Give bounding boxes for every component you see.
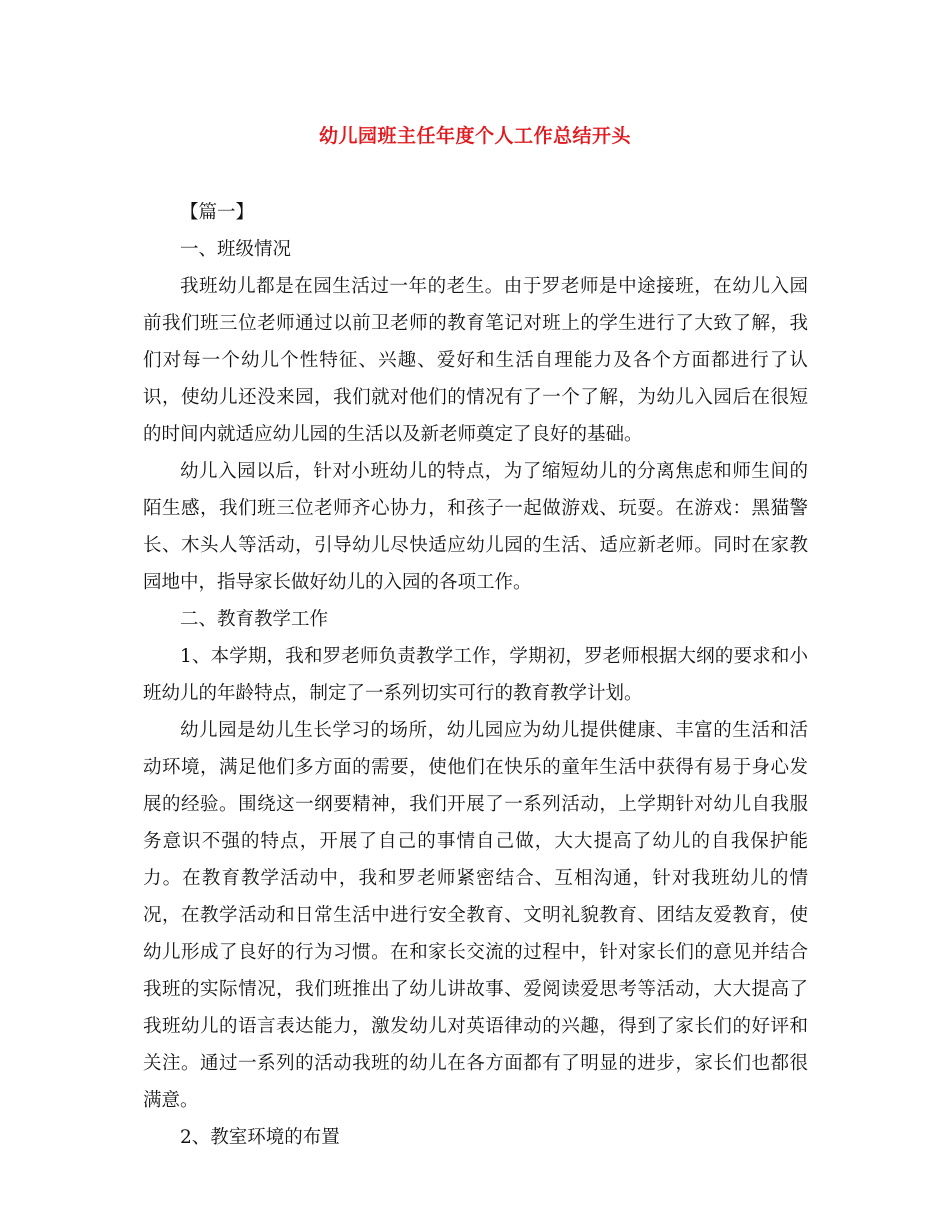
section-heading-teaching-work: 二、教育教学工作 [180, 609, 329, 630]
paragraph-entry-adaptation: 幼儿入园以后，针对小班幼儿的特点，为了缩短幼儿的分离焦虑和师生间的陌生感，我们班三位老师齐心协力，和孩子一起做游戏、玩耍。在游戏：黑猫警长、木头人等活动，引导幼儿尽快适应幼儿园的生活、适应新老师。同时在家教园地中，指导家长做好幼儿的入园的各项工作。 [143, 461, 808, 593]
section-heading-classroom-environment: 2、教室环境的布置 [180, 1127, 340, 1148]
paragraph-teaching-activities: 幼儿园是幼儿生长学习的场所，幼儿园应为幼儿提供健康、丰富的生活和活动环境，满足他们多方面的需要，使他们在快乐的童年生活中获得有易于身心发展的经验。围绕这一纲要精神，我们开展了一系列活动，上学期针对幼儿自我服务意识不强的特点，开展了自己的事情自己做，大大提高了幼儿的自我保护能力。在教育教学活动中，我和罗老师紧密结合、互相沟通，针对我班幼儿的情况，在教学活动和日常生活中进行安全教育、文明礼貌教育、团结友爱教育，使幼儿形成了良好的行为习惯。在和家长交流的过程中，针对家长们的意见并结合我班的实际情况，我们班推出了幼儿讲故事、爱阅读爱思考等活动，大大提高了我班幼儿的语言表达能力，激发幼儿对英语律动的兴趣，得到了家长们的好评和关注。通过一系列的活动我班的幼儿在各方面都有了明显的进步，家长们也都很满意。 [143, 720, 808, 1111]
paragraph-class-situation: 我班幼儿都是在园生活过一年的老生。由于罗老师是中途接班，在幼儿入园前我们班三位老师通过以前卫老师的教育笔记对班上的学生进行了大致了解，我们对每一个幼儿个性特征、兴趣、爱好和生活自理能力及各个方面都进行了认识，使幼儿还没来园，我们就对他们的情况有了一个了解，为幼儿入园后在很短的时间内就适应幼儿园的生活以及新老师奠定了良好的基础。 [143, 276, 808, 445]
section-label: 【篇一】 [180, 202, 255, 223]
paragraph-teaching-plan: 1、本学期，我和罗老师负责教学工作，学期初，罗老师根据大纲的要求和小班幼儿的年龄特点，制定了一系列切实可行的教育教学计划。 [143, 646, 808, 704]
document-body [143, 194, 808, 1156]
section-heading-class-situation: 一、班级情况 [180, 239, 292, 260]
document-title: 幼儿园班主任年度个人工作总结开头 [318, 125, 631, 147]
